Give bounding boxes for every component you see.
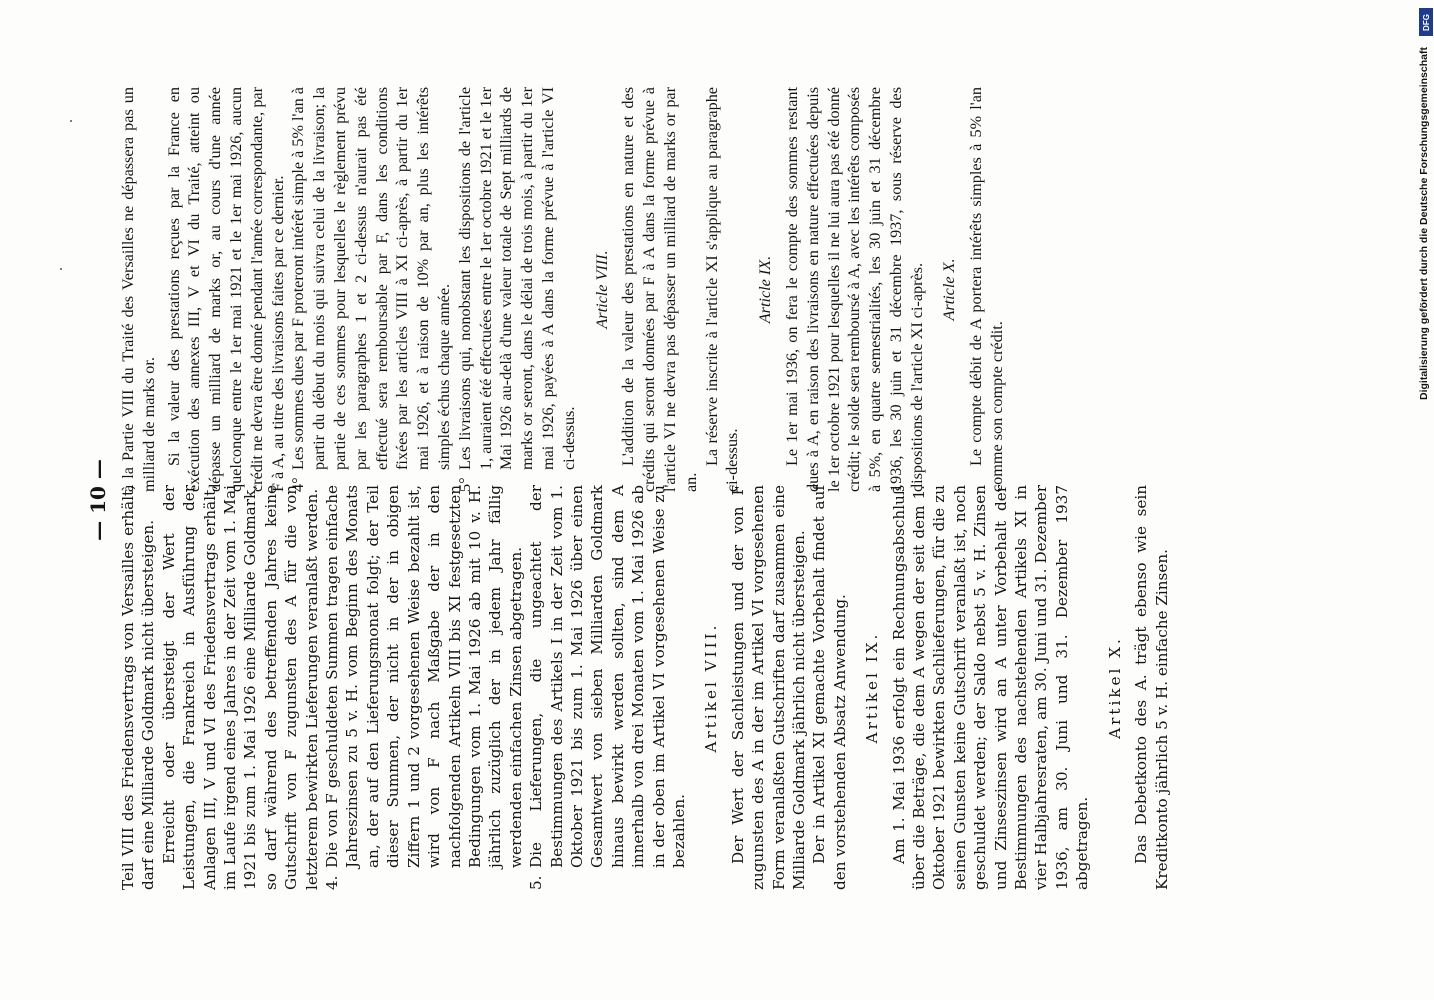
german-article-9-paragraph-1: Am 1. Mai 1936 erfolgt ein Rechnungsabschluß über die Beträge, die dem A wegen der seit dem 1. Oktober 1921 bewirkten Sachlieferungen, für die zu seinen Gunsten keine Gutschrift veranlaßt ist, noch geschuldet werden; der Saldo nebst 5 v. H. Zinsen und Zinseszinsen wird an A unter Vorbehalt der Bestimmungen des nachstehenden Artikels XI in vier Halbjahresraten, am 30. Juni und 31. Dezember 1936, am 30. Juni und 31. Dezember 1937 abgetragen. bbox=[889, 485, 1092, 890]
german-paragraph-1: Erreicht oder übersteigt der Wert der Leistungen, die Frankreich in Ausführung der Anlagen III, V und VI des Friedensvertrags erhält, im Laufe irgend eines Jahres in der Zeit vom 1. Mai 1921 bis zum 1. Mai 1926 eine Milliarde Goldmark, so darf während des betreffenden Jahres keine Gutschrift von F zugunsten des A für die von letzterem bewirkten Lieferungen veranlaßt werden. bbox=[159, 485, 321, 890]
german-article-8-title: Artikel VIII. bbox=[702, 622, 721, 753]
german-item-4-text: Die von F geschuldeten Summen tragen einfache Jahreszinsen zu 5 v. H. vom Beginn des Monats an, der auf den Lieferungsmonat folgt; der Teil dieser Summen, der nicht in der in obigen Ziffern 1 und 2 vorgesehenen Weise bezahlt ist, wird von F nach Maßgabe der in den nachfolgenden Artikeln VIII bis XI festgesetzten Bedingungen vom 1. Mai 1926 ab mit 10 v. H. jährlich zuzüglich der in jedem Jahr fällig werdenden einfachen Zinsen abgetragen. bbox=[323, 485, 525, 868]
german-article-10-title: Artikel X. bbox=[1105, 636, 1124, 739]
french-item-5-text: Les livraisons qui, nonobstant les dispositions de l'article 1, auraient été effectuées entre le 1er octobre 1921 et le 1er Mai 1926 au-delà d'une valeur totale de Sept milliards de marks or seront, dans le délai de trois mois, à partir du 1er mai 1926, payées à A dans la forme prévue à l'article VI ci-dessus. bbox=[455, 87, 578, 470]
french-item-5-number: 5° bbox=[455, 477, 474, 492]
german-item-5-number: 5. bbox=[527, 875, 546, 890]
scan-speck bbox=[70, 120, 72, 122]
german-item-4-number: 4. bbox=[323, 875, 342, 890]
french-column bbox=[118, 87, 1008, 492]
french-article-8-title: Article VIII. bbox=[592, 250, 611, 329]
french-article-10-title: Article X. bbox=[940, 258, 959, 321]
german-article-10-paragraph-1: Das Debetkonto des A. trägt ebenso wie sein Kreditkonto jährlich 5 v. H. einfache Zinsen. bbox=[1132, 485, 1171, 890]
french-article-9-title: Article IX. bbox=[756, 255, 775, 324]
french-intro: à la Partie VIII du Traité des Versailles ne dépassera pas un milliard de marks or. bbox=[119, 87, 158, 492]
french-article-8-paragraph-1: L'addition de la valeur des prestations en nature et des crédits qui seront données par F à A dans la forme prévue à l'article VI ne devra pas dépasser un milliard de marks or par an. bbox=[619, 87, 700, 492]
french-article-8-paragraph-2: La réserve inscrite à l'article XI s'applique au paragraphe ci-dessus. bbox=[702, 87, 742, 492]
german-item-5-text: Die Lieferungen, die ungeachtet der Bestimmungen des Artikels I in der Zeit vom 1. Oktober 1921 bis zum 1. Mai 1926 über einen Gesamtwert von sieben Milliarden Goldmark hinaus bewirkt werden sollten, sind dem A innerhalb von drei Monaten vom 1. Mai 1926 ab in der oben im Artikel VI vorgesehenen Weise zu bezahlen. bbox=[527, 485, 688, 868]
french-item-4 bbox=[288, 87, 454, 492]
scan-speck bbox=[60, 268, 62, 270]
german-item-5 bbox=[526, 485, 689, 890]
dfg-logo: DFG bbox=[1419, 8, 1433, 36]
german-article-9-title: Artikel IX. bbox=[863, 631, 882, 744]
french-item-5 bbox=[455, 87, 580, 492]
german-item-4 bbox=[322, 485, 526, 890]
french-article-9-paragraph-1: Le 1er mai 1936, on fera le compte des sommes restant dues à A, en raison des livraisons en nature effectuées depuis le 1er octobre 1921 pour lesquelles il ne lui aura pas été donné crédit; le solde sera remboursé à A, avec les intérêts composés à 5%, en quatre semestrialités, les 30 juin et 31 décembre 1936, les 30 juin et 31 décembre 1937, sous réserve des dispositions de l'article XI ci-après. bbox=[782, 87, 926, 492]
french-article-10-paragraph-1: Le compte débit de A portera intérêts simples à 5% l'an comme son compte crédit. bbox=[967, 87, 1007, 492]
french-item-4-number: 4° bbox=[289, 477, 308, 492]
page-number: — 10 — bbox=[86, 459, 110, 541]
german-article-8-paragraph-2: Der in Artikel XI gemachte Vorbehalt findet auf den vorstehenden Absatz Anwendung. bbox=[810, 485, 849, 890]
german-intro: Teil VIII des Friedensvertrags von Versailles erhält, darf eine Milliarde Goldmark nicht übersteigen. bbox=[119, 485, 158, 890]
french-item-4-text: Les sommes dues par F proteront intérêt simple à 5% l'an à partir du début du mois qui suivra celui de la livraison; la partie de ces sommes pour lesquelles le règlement prévu par les paragraphes 1 et 2 ci-dessus n'aurait pas été effectué sera remboursable par F, dans les conditions fixées par les articles VIII à XI ci-après, à partir du 1er mai 1926, et à raison de 10% par an, plus les intérêts simples échus chaque année. bbox=[289, 87, 453, 470]
german-column bbox=[118, 485, 1172, 890]
german-article-8-paragraph-1: Der Wert der Sachleistungen und der von F zugunsten des A in der im Artikel VI vorgesehenen Form veranlaßten Gutschriften darf zusammen eine Milliarde Goldmark jährlich nicht übersteigen. bbox=[728, 485, 808, 890]
french-paragraph-1: Si la valeur des prestations reçues par la France en exécution des annexes III, V et VI du Traité, atteint ou dépasse un milliard de marks or, au cours d'une année quelconque entre le 1er mai 1921 et le 1er mai 1926, aucun crédit ne devra être donné pendant l'année correspondante, par F à A, au titre des livraisons faites par ce dernier. bbox=[164, 87, 287, 492]
digitization-note: Digitalisierung gefördert durch die Deutsche Forschungsgemeinschaft bbox=[1418, 47, 1430, 400]
